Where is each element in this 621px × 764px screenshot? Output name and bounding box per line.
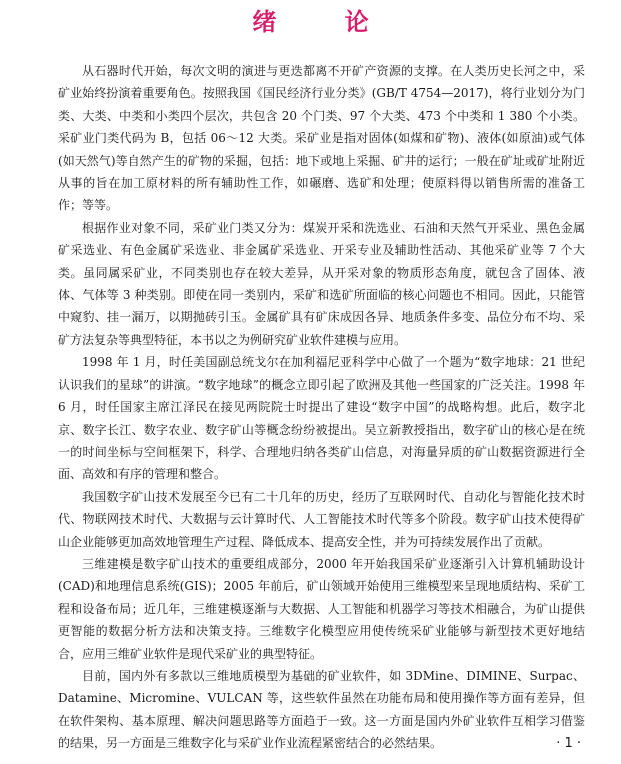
paragraph-6: 目前，国内外有多款以三维地质模型为基础的矿业软件，如 3DMine、DIMINE、Surpac、Datamine、Micromine、VULCAN 等，这些软件虽然在功能布局和使用操作等方面有差异，但在软件架构、基本原理、解决问题思路等方面趋于一致。这一方面是国内外矿业软件互相学习借鉴的结果，另一方面是三维数字化与采矿业作业流程紧密结合的必然结果。	[58, 668, 585, 751]
paragraph-1: 从石器时代开始，每次文明的演进与更迭都离不开矿产资源的支撑。在人类历史长河之中，采矿业始终扮演着重要角色。按照我国《国民经济行业分类》(GB/T 4754—2017)，将行业划分为门类、大类、中类和小类四个层次，共包含 20 个门类、97 个大类、473 个中类和 1 380 个小类。采矿业门类代码为 B，包括 06～12 大类。采矿业是指对固体(如煤和矿物)、液体(如原油)或气体(如天然气)等自然产生的矿物的采掘，包括：地下或地上采掘、矿井的运行；一般在矿址或矿址附近从事的旨在加工原材料的所有辅助性工作，如碾磨、选矿和处理；使原料得以销售所需的准备工作；等等。	[58, 64, 585, 213]
page-number: · 1 ·	[556, 736, 581, 751]
body-text	[58, 60, 585, 755]
paragraph-3: 1998 年 1 月，时任美国副总统戈尔在加利福尼亚科学中心做了一个题为“数字地球：21 世纪认识我们的星球”的讲演。“数字地球”的概念立即引起了欧洲及其他一些国家的广泛关注。1998 年 6 月，时任国家主席江泽民在接见两院院士时提出了建设“数字中国”的战略构想。此后，数字北京、数字长江、数字农业、数字矿山等概念纷纷被提出。吴立新教授指出，数字矿山的核心是在统一的时间坐标与空间框架下，科学、合理地归纳各类矿山信息，对海量异质的矿山数据资源进行全面、高效和有序的管理和整合。	[58, 355, 585, 482]
paragraph-5: 三维建模是数字矿山技术的重要组成部分，2000 年开始我国采矿业逐渐引入计算机辅助设计(CAD)和地理信息系统(GIS)；2005 年前后，矿山领域开始使用三维模型来呈现地质结构、采矿工程和设备布局；近几年，三维建模逐渐与大数据、人工智能和机器学习等技术相融合，为矿山提供更智能的数据分析方法和决策支持。三维数字化模型应用使传统采矿业能够与新型技术更好地结合，应用三维矿业软件是现代采矿业的典型特征。	[58, 556, 585, 661]
paragraph-2: 根据作业对象不同，采矿业门类又分为：煤炭开采和洗选业、石油和天然气开采业、黑色金属矿采选业、有色金属矿采选业、非金属矿采选业、开采专业及辅助性活动、其他采矿业等 7 个大类。虽同属采矿业，不同类别也存在较大差异，从开采对象的物质形态角度，就包含了固体、液体、气体等 3 种类别。即使在同一类别内，采矿和选矿所面临的核心问题也不相同。因此，只能管中窥豹、挂一漏万，以期抛砖引玉。金属矿具有矿床成因各异、地质条件多变、品位分布不均、采矿方法复杂等典型特征，本书以之为例研究矿业软件建模与应用。	[58, 220, 585, 347]
paragraph-4: 我国数字矿山技术发展至今已有二十几年的历史，经历了互联网时代、自动化与智能化技术时代、物联网技术时代、大数据与云计算时代、人工智能技术时代等多个阶段。数字矿山技术使得矿山企业能够更加高效地管理生产过程、降低成本、提高安全性，并为可持续发展作出了贡献。	[58, 489, 585, 549]
page-title: 绪 论	[252, 8, 399, 36]
